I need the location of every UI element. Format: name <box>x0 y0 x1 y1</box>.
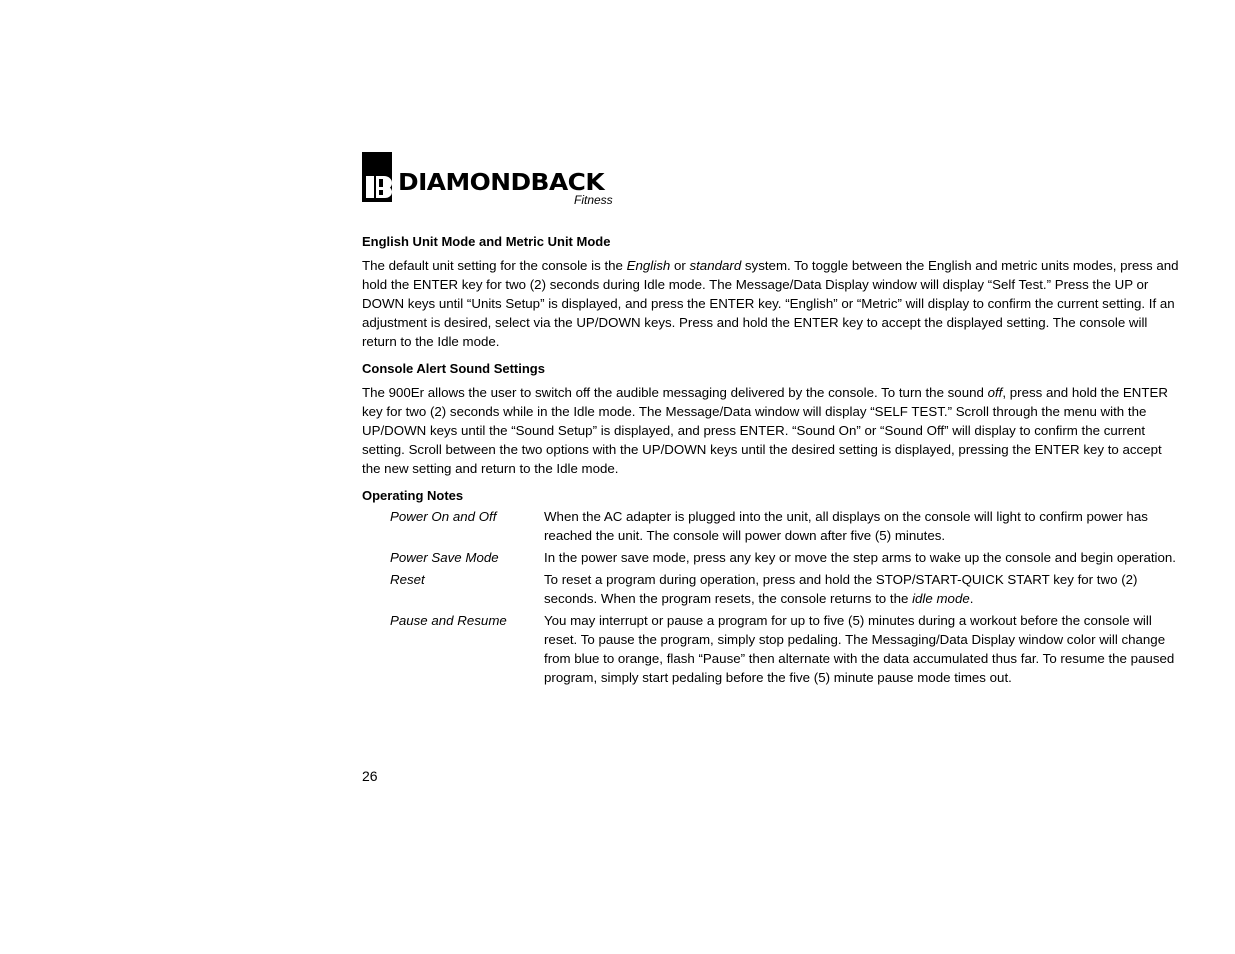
logo-sub-text: Fitness <box>574 193 613 207</box>
note-term: Reset <box>390 572 425 587</box>
note-term: Power On and Off <box>390 509 497 524</box>
sound-paragraph: The 900Er allows the user to switch off the audible messaging delivered by the console. To turn the sound off, press and hold the ENTER key for two (2) seconds while in the Idle mode. The Message/Data window will display “SELF TEST.” Scroll through the menu with the UP/DOWN keys until the “Sound Setup” is displayed, and press ENTER. “Sound On” or “Sound Off” will display to confirm the current setting. Scroll between the two options with the UP/DOWN keys until the desired setting is displayed, pressing the ENTER key to accept the new setting and return to the Idle mode. <box>362 385 1168 476</box>
manual-page <box>362 150 1182 690</box>
note-term: Pause and Resume <box>390 613 507 628</box>
logo-brand-text: DIAMONDBACK <box>398 170 605 196</box>
diamondback-logo <box>362 150 1182 212</box>
operating-heading: Operating Notes <box>362 488 464 503</box>
note-item <box>390 507 1182 545</box>
note-definition: You may interrupt or pause a program for up to five (5) minutes during a workout before the console will reset. To pause the program, simply stop pedaling. The Messaging/Data Display window color will change from blue to orange, flash “Pause” then alternate with the data accumulated thus far. To resume the paused program, simply start pedaling before the five (5) minute pause mode times out. <box>544 613 1175 685</box>
page-number: 26 <box>362 768 378 784</box>
note-definition: To reset a program during operation, press and hold the STOP/START-QUICK START key for two (2) seconds. When the program resets, the console returns to the idle mode. <box>544 572 1138 606</box>
sound-heading: Console Alert Sound Settings <box>362 361 545 376</box>
note-definition: In the power save mode, press any key or move the step arms to wake up the console and begin operation. <box>544 550 1176 565</box>
note-item <box>390 548 1182 567</box>
operating-notes-list <box>390 507 1182 687</box>
note-item <box>390 611 1182 687</box>
diamondback-mark-icon <box>362 152 394 204</box>
note-item <box>390 570 1182 608</box>
units-paragraph: The default unit setting for the console is the English or standard system. To toggle between the English and metric units modes, press and hold the ENTER key for two (2) seconds during Idle mode. The Message/Data Display window will display “Self Test.” Press the UP or DOWN keys until “Units Setup” is displayed, and press the ENTER key. “English” or “Metric” will display to confirm the current setting. If an adjustment is desired, select via the UP/DOWN keys. Press and hold the ENTER key to accept the displayed setting. The console will return to the Idle mode. <box>362 258 1179 349</box>
note-definition: When the AC adapter is plugged into the unit, all displays on the console will light to confirm power has reached the unit. The console will power down after five (5) minutes. <box>544 509 1148 543</box>
note-term: Power Save Mode <box>390 550 499 565</box>
units-heading: English Unit Mode and Metric Unit Mode <box>362 234 611 249</box>
